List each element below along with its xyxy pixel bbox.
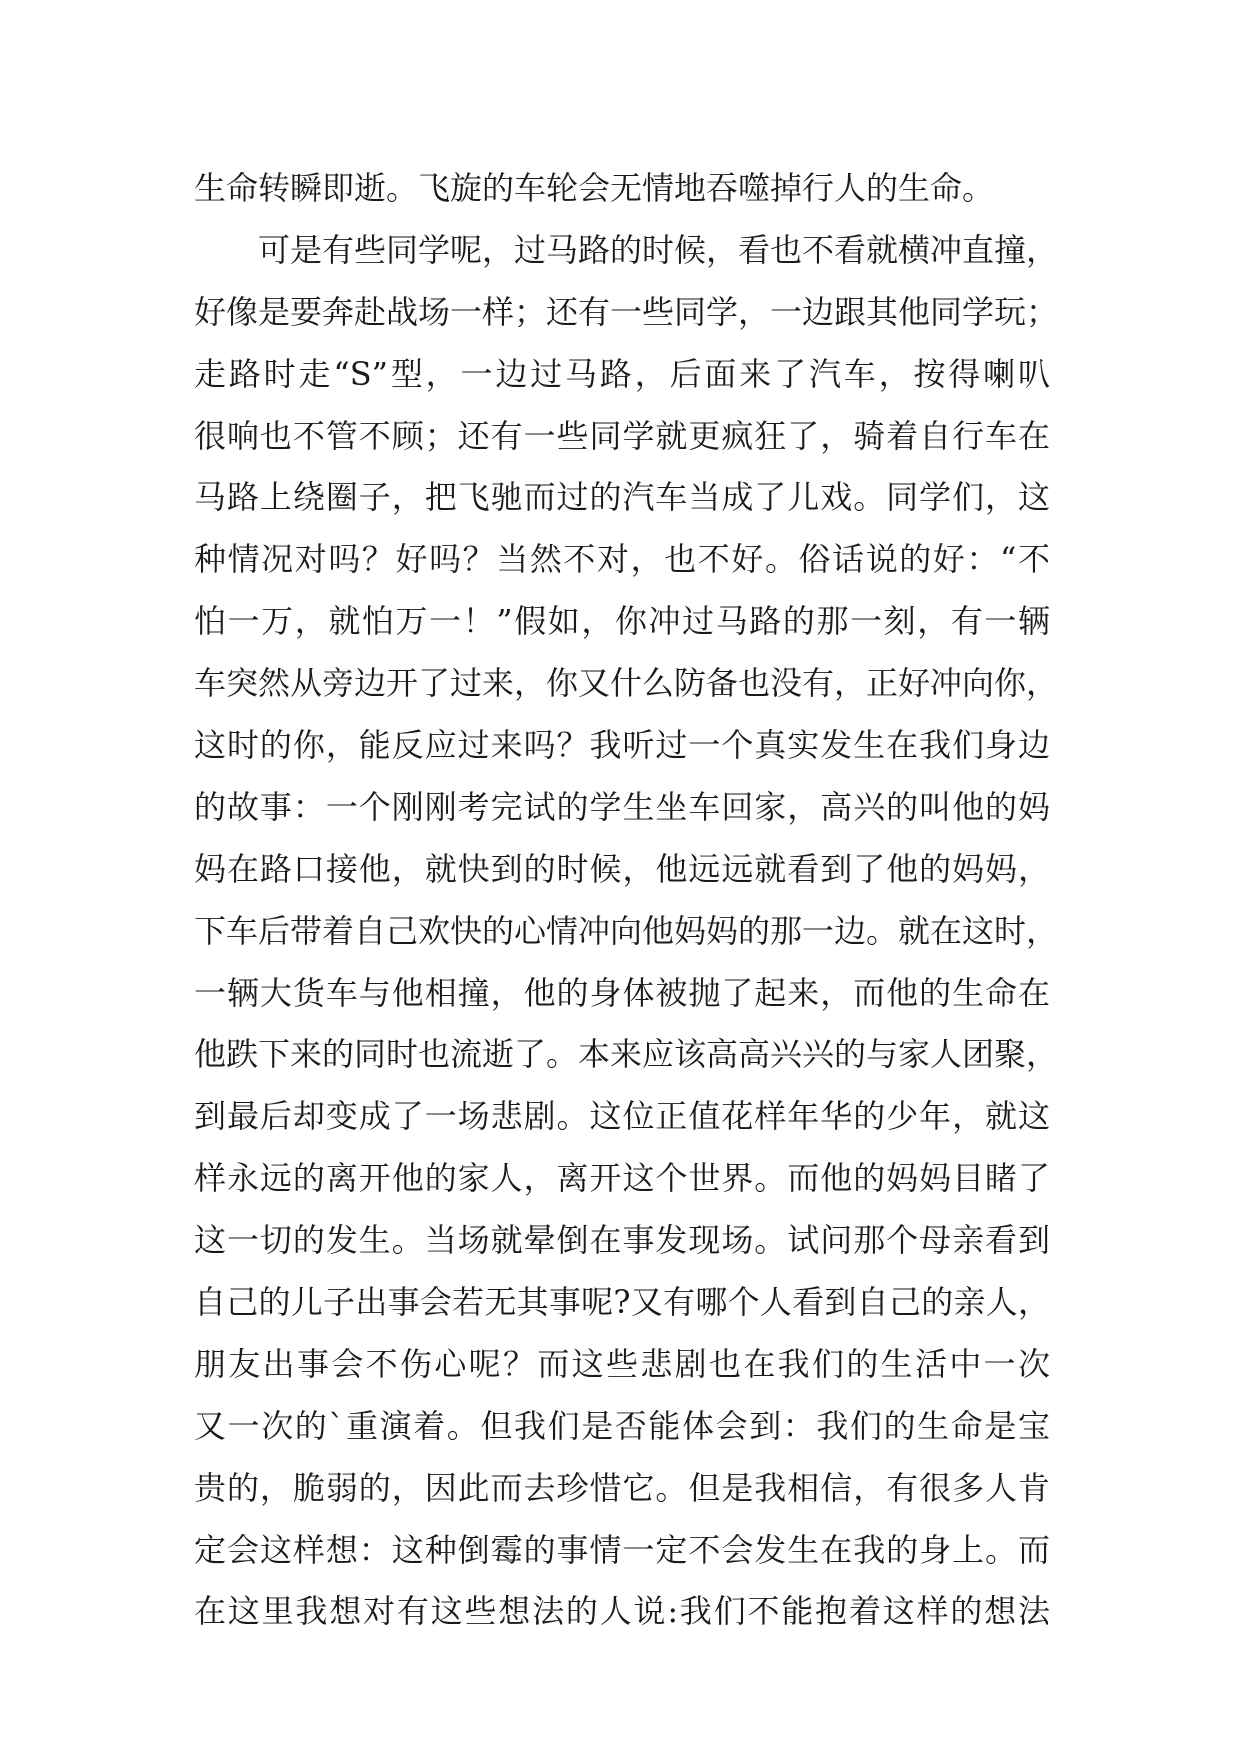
text-line: 马路上绕圈子，把飞驰而过的汽车当成了儿戏。同学们，这 bbox=[194, 478, 1050, 517]
text-line: 一辆大货车与他相撞，他的身体被抛了起来，而他的生命在 bbox=[194, 973, 1050, 1012]
text-line: 车突然从旁边开了过来，你又什么防备也没有，正好冲向你， bbox=[194, 664, 1059, 703]
text-line: 这一切的发生。当场就晕倒在事发现场。试问那个母亲看到 bbox=[194, 1221, 1050, 1260]
text-line: 下车后带着自己欢快的心情冲向他妈妈的那一边。就在这时， bbox=[194, 911, 1059, 950]
text-line: 在这里我想对有这些想法的人说:我们不能抱着这样的想法 bbox=[194, 1592, 1050, 1631]
text-line: 怕一万，就怕万一！”假如，你冲过马路的那一刻，有一辆 bbox=[194, 602, 1050, 641]
document-body bbox=[194, 158, 1059, 1643]
text-line: 生命转瞬即逝。飞旋的车轮会无情地吞噬掉行人的生命。 bbox=[194, 169, 995, 207]
text-line: 好像是要奔赴战场一样；还有一些同学，一边跟其他同学玩； bbox=[194, 292, 1059, 331]
text-line: 可是有些同学呢，过马路的时候，看也不看就横冲直撞， bbox=[258, 230, 1059, 269]
text-line: 妈在路口接他，就快到的时候，他远远就看到了他的妈妈， bbox=[194, 849, 1050, 888]
text-line: 这时的你，能反应过来吗？我听过一个真实发生在我们身边 bbox=[194, 726, 1050, 765]
text-line: 又一次的`重演着。但我们是否能体会到：我们的生命是宝 bbox=[194, 1406, 1050, 1445]
text-line: 样永远的离开他的家人，离开这个世界。而他的妈妈目睹了 bbox=[194, 1159, 1050, 1198]
text-line: 到最后却变成了一场悲剧。这位正值花样年华的少年，就这 bbox=[194, 1097, 1050, 1136]
text-line: 种情况对吗？好吗？当然不对，也不好。俗话说的好：“不 bbox=[194, 540, 1050, 579]
text-line: 贵的，脆弱的，因此而去珍惜它。但是我相信，有很多人肯 bbox=[194, 1468, 1050, 1507]
text-line: 定会这样想：这种倒霉的事情一定不会发生在我的身上。而 bbox=[194, 1530, 1050, 1569]
text-line: 他跌下来的同时也流逝了。本来应该高高兴兴的与家人团聚， bbox=[194, 1035, 1059, 1074]
text-line: 的故事：一个刚刚考完试的学生坐车回家，高兴的叫他的妈 bbox=[194, 787, 1050, 826]
text-line: 走路时走“S”型，一边过马路，后面来了汽车，按得喇叭 bbox=[194, 354, 1050, 393]
text-line: 朋友出事会不伤心呢？而这些悲剧也在我们的生活中一次 bbox=[194, 1344, 1050, 1383]
text-line: 自己的儿子出事会若无其事呢?又有哪个人看到自己的亲人， bbox=[194, 1283, 1050, 1322]
text-line: 很响也不管不顾；还有一些同学就更疯狂了，骑着自行车在 bbox=[194, 416, 1050, 455]
